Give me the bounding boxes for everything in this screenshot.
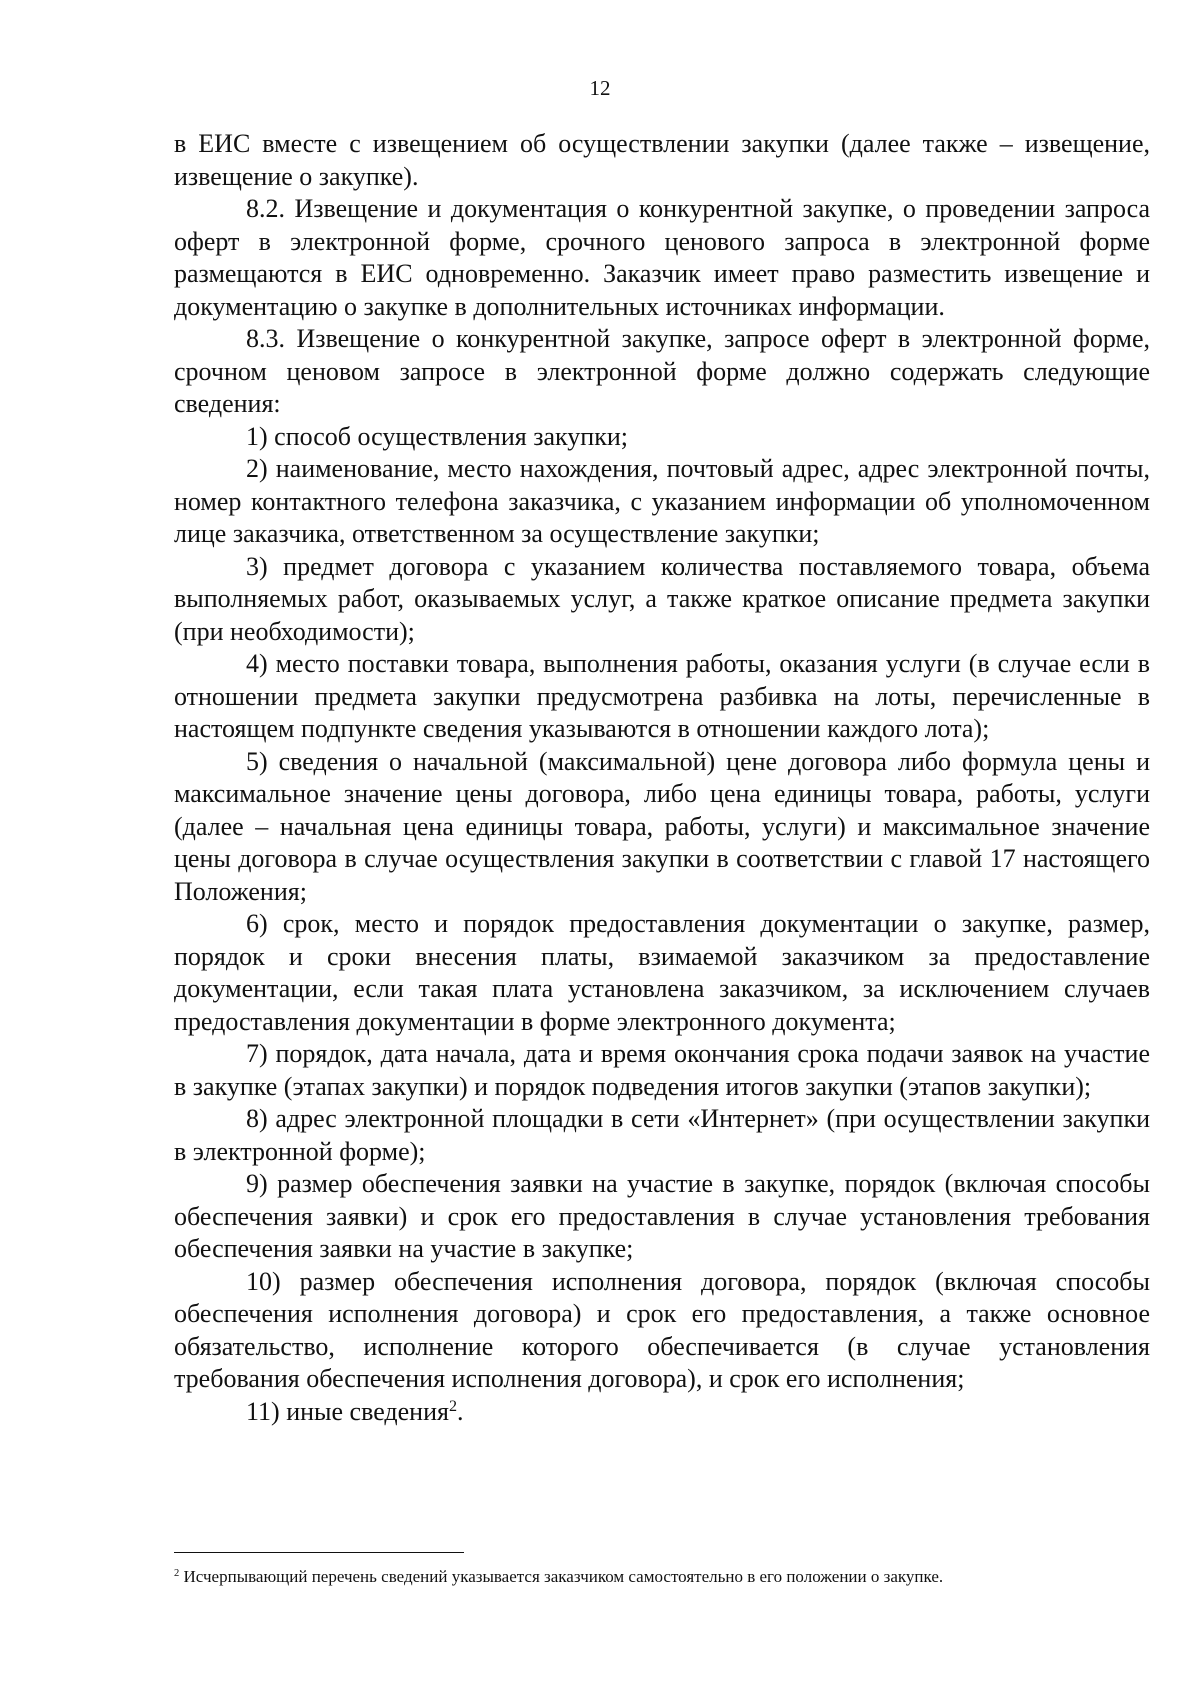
footnote-marker: 2 <box>174 1568 180 1580</box>
list-item-11-text: 11) иные сведения <box>246 1396 449 1426</box>
list-item-7: 7) порядок, дата начала, дата и время окончания срока подачи заявок на участие в закупке (этапах закупки) и порядок подведения итогов закупки (этапов закупки); <box>174 1039 1150 1101</box>
list-item-6: 6) срок, место и порядок предоставления документации о закупке, размер, порядок и сроки внесения платы, взимаемой заказчиком за предоставление документации, если такая плата установлена заказчиком, за исключением случаев предоставления документации в форме электронного документа; <box>174 909 1150 1036</box>
footnote-reference: 2 <box>448 1397 458 1415</box>
paragraph-8-2: 8.2. Извещение и документация о конкурентной закупке, о проведении запроса оферт в электронной форме, срочного ценового запроса в электронной форме размещаются в ЕИС одновременно. Заказчик имеет право разместить извещение и документацию о закупке в дополнительных источниках информации. <box>174 194 1150 321</box>
paragraph-continuation: в ЕИС вместе с извещением об осуществлении закупки (далее также – извещение, извещение о закупке). <box>174 129 1150 191</box>
list-item-1: 1) способ осуществления закупки; <box>246 421 628 451</box>
page-number: 12 <box>589 76 611 100</box>
list-item-3: 3) предмет договора с указанием количества поставляемого товара, объема выполняемых работ, оказываемых услуг, а также краткое описание предмета закупки (при необходимости); <box>174 551 1150 646</box>
list-item-8: 8) адрес электронной площадки в сети «Интернет» (при осуществлении закупки в электронной форме); <box>174 1104 1150 1166</box>
list-item-9: 9) размер обеспечения заявки на участие в закупке, порядок (включая способы обеспечения заявки) и срок его предоставления в случае установления требования обеспечения заявки на участие в закупке; <box>174 1169 1150 1263</box>
list-item-5: 5) сведения о начальной (максимальной) цене договора либо формула цены и максимальное значение цены договора, либо цена единицы товара, работы, услуги (далее – начальная цена единицы товара, работы, услуги) и максимальное значение цены договора в случае осуществления закупки в соответствии с главой 17 настоящего Положения; <box>174 746 1150 906</box>
list-item-11-end: . <box>457 1396 464 1426</box>
list-item-11 <box>174 1396 1150 1429</box>
footnote-text: Исчерпывающий перечень сведений указывается заказчиком самостоятельно в его положении о закупке. <box>179 1567 944 1586</box>
list-item-10: 10) размер обеспечения исполнения договора, порядок (включая способы обеспечения исполнения договора) и срок его предоставления, а также основное обязательство, исполнение которого обеспечивается (в случае установления требования обеспечения исполнения договора), и срок его исполнения; <box>174 1266 1150 1393</box>
list-item-2: 2) наименование, место нахождения, почтовый адрес, адрес электронной почты, номер контактного телефона заказчика, с указанием информации об уполномоченном лице заказчика, ответственном за осуществление закупки; <box>174 454 1150 548</box>
footnote <box>174 1566 1150 1588</box>
paragraph-8-3: 8.3. Извещение о конкурентной закупке, запросе оферт в электронной форме, срочном ценовом запросе в электронной форме должно содержать следующие сведения: <box>174 324 1150 418</box>
footnote-divider <box>174 1552 464 1553</box>
body-text <box>174 128 1150 1428</box>
list-item-4: 4) место поставки товара, выполнения работы, оказания услуги (в случае если в отношении предмета закупки предусмотрена разбивка на лоты, перечисленные в настоящем подпункте сведения указываются в отношении каждого лота); <box>174 649 1150 743</box>
